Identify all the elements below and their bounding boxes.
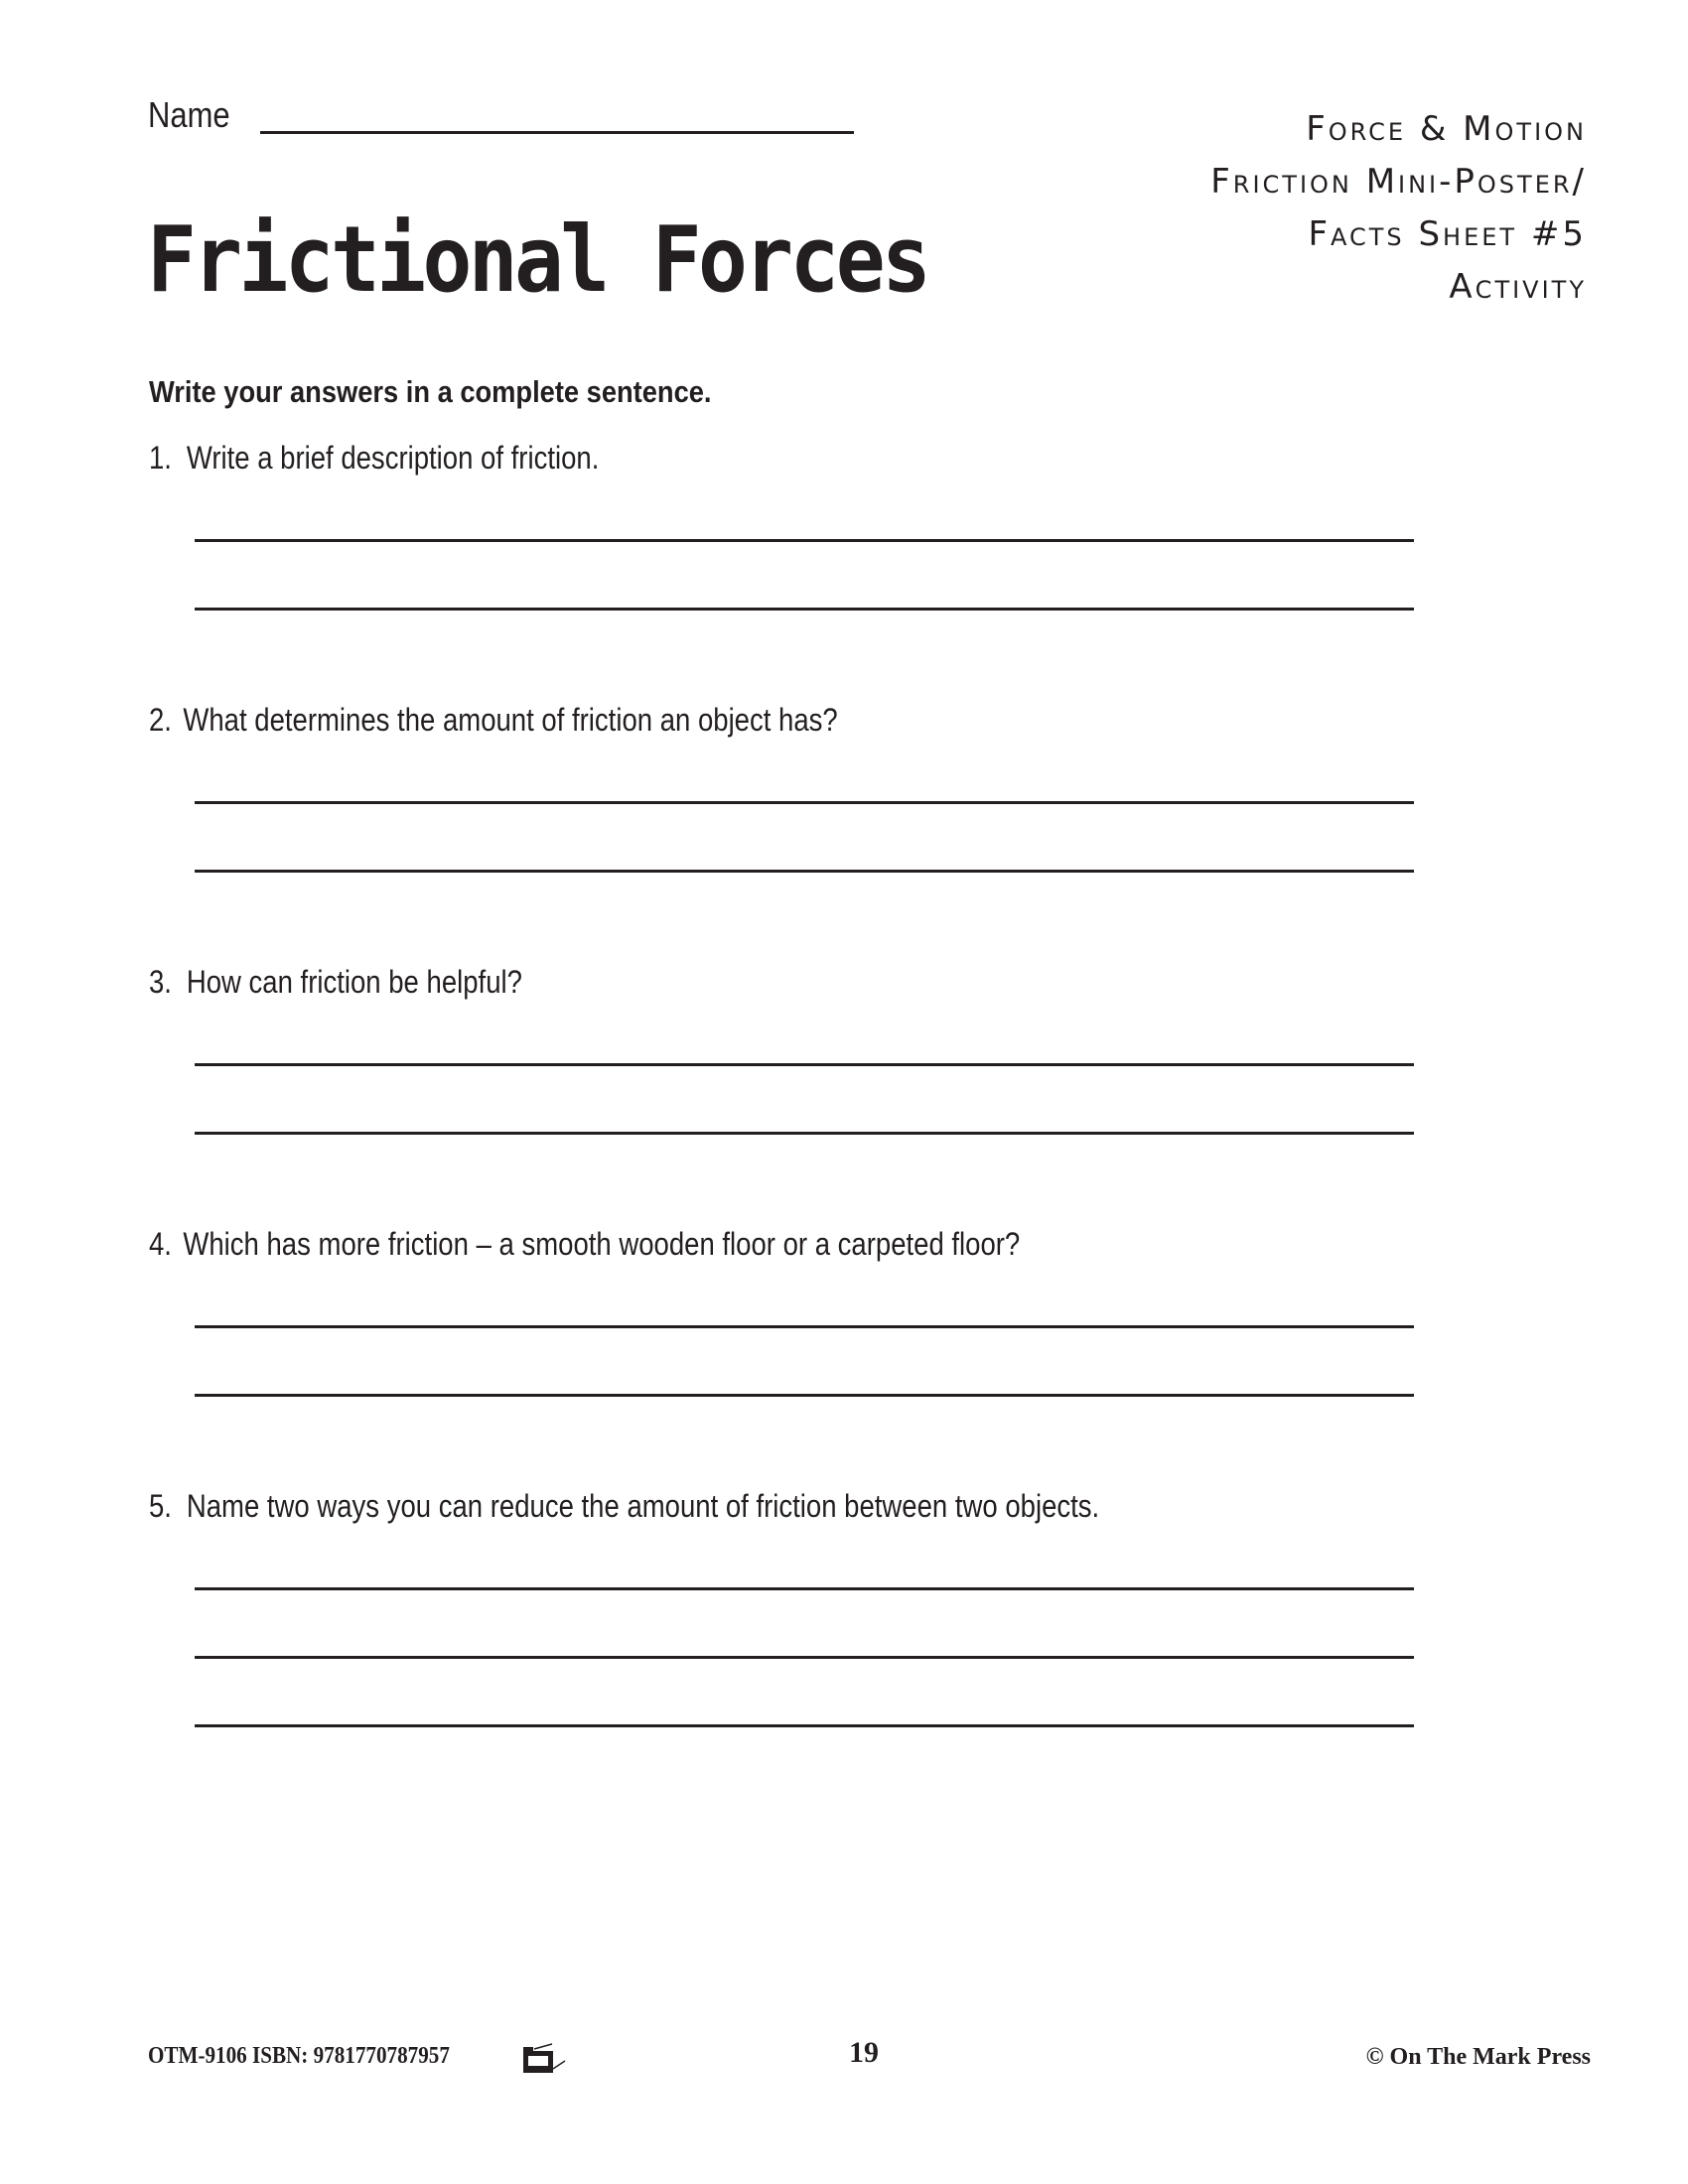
question-number: 4. <box>149 1226 172 1262</box>
subject-line-2: Friction Mini-Poster/ <box>1210 162 1587 202</box>
answer-line-1b[interactable] <box>195 608 1414 611</box>
instruction-text: Write your answers in a complete sentence. <box>149 374 712 409</box>
question-3 <box>149 962 522 1002</box>
answer-line-5b[interactable] <box>195 1656 1414 1659</box>
subject-line-3: Facts Sheet #5 <box>1308 214 1587 254</box>
question-4 <box>149 1224 1020 1264</box>
printer-icon <box>522 2043 566 2073</box>
question-1 <box>149 438 599 478</box>
copyright: © On The Mark Press <box>1365 2044 1591 2070</box>
subject-line-4: Activity <box>1449 267 1587 307</box>
product-code: OTM-9106 ISBN: 9781770787957 <box>148 2043 450 2069</box>
question-2 <box>149 700 838 740</box>
answer-line-3b[interactable] <box>195 1132 1414 1135</box>
name-input-line[interactable] <box>260 131 854 134</box>
question-number: 2. <box>149 702 172 738</box>
answer-line-5c[interactable] <box>195 1724 1414 1727</box>
question-text: Write a brief description of friction. <box>186 440 600 476</box>
question-number: 1. <box>149 440 172 476</box>
answer-line-4a[interactable] <box>195 1325 1414 1328</box>
question-number: 5. <box>149 1488 172 1524</box>
question-text: Name two ways you can reduce the amount of friction between two objects. <box>186 1488 1100 1524</box>
page-number: 19 <box>849 2036 879 2069</box>
question-number: 3. <box>149 964 172 1000</box>
page-title: Frictional Forces <box>147 206 928 313</box>
subject-heading <box>1210 103 1587 314</box>
answer-line-3a[interactable] <box>195 1063 1414 1066</box>
answer-line-2b[interactable] <box>195 870 1414 873</box>
question-text: What determines the amount of friction an object has? <box>183 702 838 738</box>
question-text: Which has more friction – a smooth wooden floor or a carpeted floor? <box>183 1226 1021 1262</box>
name-label: Name <box>148 94 230 135</box>
question-text: How can friction be helpful? <box>186 964 522 1000</box>
answer-line-2a[interactable] <box>195 801 1414 804</box>
answer-line-1a[interactable] <box>195 539 1414 542</box>
answer-line-5a[interactable] <box>195 1587 1414 1590</box>
answer-line-4b[interactable] <box>195 1394 1414 1397</box>
question-5 <box>149 1486 1099 1526</box>
subject-line-1: Force & Motion <box>1306 109 1587 149</box>
